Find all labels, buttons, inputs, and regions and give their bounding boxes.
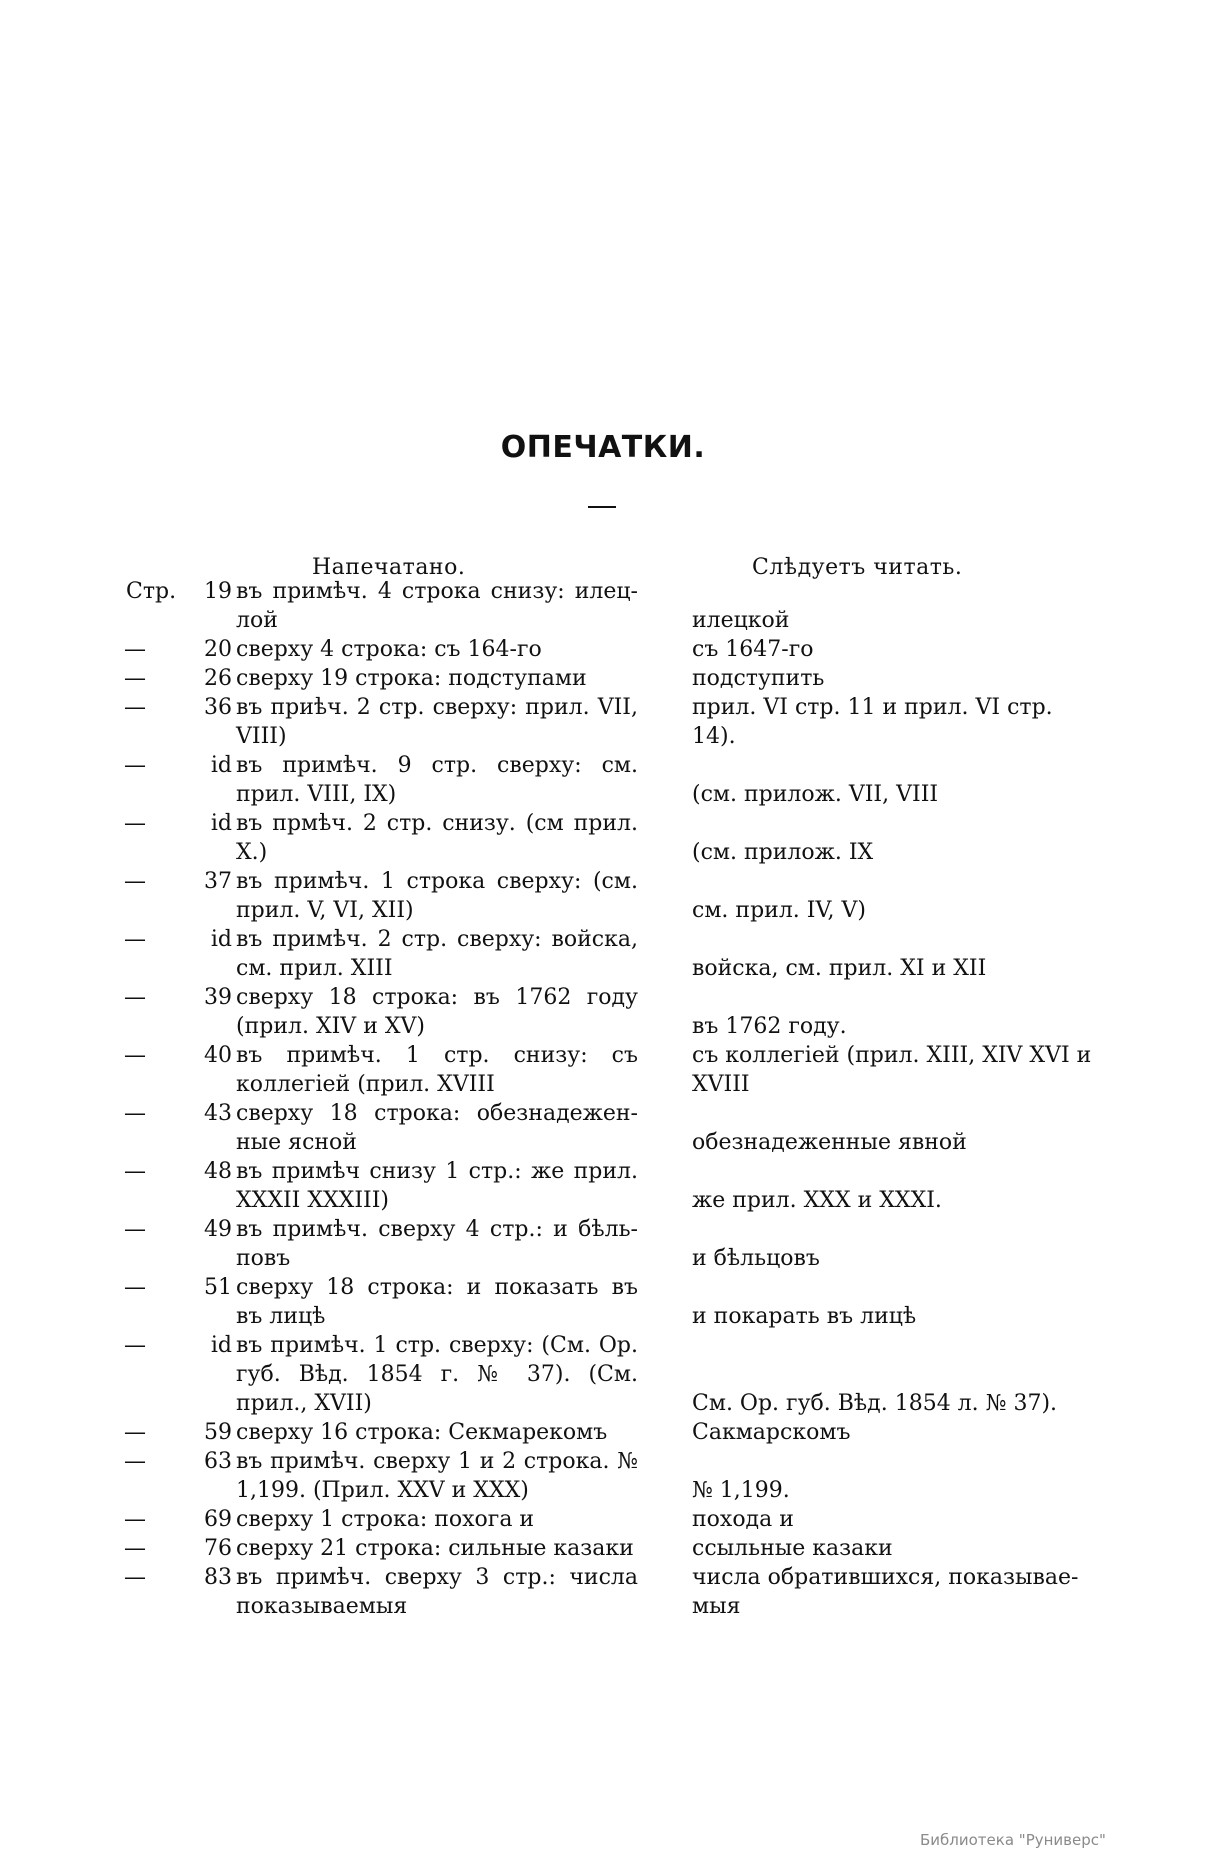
- row-page: 36: [204, 695, 232, 720]
- row-page: 63: [204, 1449, 232, 1474]
- row-lead: —: [124, 1101, 146, 1126]
- row-correct: похода и: [692, 1507, 794, 1532]
- row-printed: сверху 18 строка: и показать въ въ лицѣ: [236, 1275, 638, 1329]
- row-correct: и покарать въ лицѣ: [692, 1304, 917, 1329]
- row-page: 40: [204, 1043, 232, 1068]
- row-printed: въ примѣч снизу 1 стр.: же прил. XXXII XXXIII): [236, 1159, 638, 1213]
- row-page: id: [210, 811, 232, 836]
- row-printed: сверху 4 строка: съ 164-го: [236, 637, 542, 662]
- row-correct: См. Ор. губ. Вѣд. 1854 л. № 37).: [692, 1391, 1058, 1416]
- row-printed: въ примѣч. 4 строка снизу: илец-лой: [236, 579, 638, 633]
- row-printed: въ примѣч. сверху 4 стр.: и бѣль-повъ: [236, 1217, 638, 1271]
- row-lead: —: [124, 869, 146, 894]
- row-printed: сверху 21 строка: сильные казаки: [236, 1536, 634, 1561]
- row-page: id: [210, 753, 232, 778]
- row-correct: (см. прилож. VII, VIII: [692, 782, 939, 807]
- row-lead: —: [124, 666, 146, 691]
- library-watermark: Библиотека "Руниверс": [920, 1831, 1106, 1849]
- row-page: 83: [204, 1565, 232, 1590]
- row-correct: (см. прилож. IX: [692, 840, 874, 865]
- row-printed: въ примѣч. 1 стр. снизу: съ коллегіей (прил. XVIII: [236, 1043, 638, 1097]
- row-printed: въ прмѣч. 2 стр. снизу. (см прил. X.): [236, 811, 638, 865]
- row-correct: войска, см. прил. XI и XII: [692, 956, 987, 981]
- row-printed: въ примѣч. 9 стр. сверху: см. прил. VIII, IX): [236, 753, 638, 807]
- row-lead: —: [124, 985, 146, 1010]
- row-page: 43: [204, 1101, 232, 1126]
- row-lead: —: [124, 927, 146, 952]
- row-lead: —: [124, 811, 146, 836]
- row-correct: № 1,199.: [692, 1478, 790, 1503]
- row-lead: —: [124, 695, 146, 720]
- row-page: 26: [204, 666, 232, 691]
- page-title: ОПЕЧАТКИ.: [500, 430, 706, 465]
- row-lead: —: [124, 1159, 146, 1184]
- row-printed: въ примѣч. сверху 1 и 2 строка. № 1,199. (Прил. XXV и XXX): [236, 1449, 638, 1503]
- row-correct: въ 1762 году.: [692, 1014, 847, 1039]
- row-page: 76: [204, 1536, 232, 1561]
- row-correct: же прил. XXX и XXXI.: [692, 1188, 942, 1213]
- row-lead: —: [124, 1043, 146, 1068]
- row-page: id: [210, 927, 232, 952]
- row-page: 20: [204, 637, 232, 662]
- row-printed: въ примѣч. сверху 3 стр.: числа показываемыя: [236, 1565, 638, 1619]
- row-printed: сверху 16 строка: Секмарекомъ: [236, 1420, 608, 1445]
- row-page: 48: [204, 1159, 232, 1184]
- row-correct: подступить: [692, 666, 825, 691]
- title-rule: [588, 506, 616, 508]
- row-lead: —: [124, 753, 146, 778]
- row-correct: съ 1647-го: [692, 637, 814, 662]
- row-page: 19: [204, 579, 232, 604]
- row-lead: —: [124, 1565, 146, 1590]
- row-printed: сверху 19 строка: подступами: [236, 666, 587, 691]
- row-page: 39: [204, 985, 232, 1010]
- row-page: 49: [204, 1217, 232, 1242]
- row-printed: сверху 18 строка: въ 1762 году (прил. XIV и XV): [236, 985, 638, 1039]
- row-correct: числа обратившихся, показывае-мыя: [692, 1565, 1079, 1619]
- row-lead: Стр.: [126, 579, 177, 604]
- header-correct: Слѣдуетъ читать.: [752, 555, 963, 580]
- row-lead: —: [124, 1333, 146, 1358]
- row-lead: —: [124, 1536, 146, 1561]
- row-printed: въ примѣч. 1 стр. сверху: (См. Ор. губ. Вѣд. 1854 г. № 37). (См. прил., XVII): [236, 1333, 638, 1416]
- row-printed: въ примѣч. 1 строка сверху: (см. прил. V, VI, XII): [236, 869, 638, 923]
- row-printed: въ примѣч. 2 стр. сверху: войска, см. прил. XIII: [236, 927, 638, 981]
- row-lead: —: [124, 637, 146, 662]
- row-lead: —: [124, 1507, 146, 1532]
- row-correct: съ коллегіей (прил. XIII, XIV XVI и XVIII: [692, 1043, 1092, 1097]
- row-correct: илецкой: [692, 608, 790, 633]
- row-correct: обезнадеженные явной: [692, 1130, 967, 1155]
- errata-list: [0, 577, 1206, 1637]
- row-lead: —: [124, 1217, 146, 1242]
- row-lead: —: [124, 1275, 146, 1300]
- header-printed: Напечатано.: [312, 555, 466, 580]
- row-page: 69: [204, 1507, 232, 1532]
- row-correct: см. прил. IV, V): [692, 898, 866, 923]
- row-printed: сверху 1 строка: похога и: [236, 1507, 535, 1532]
- row-lead: —: [124, 1449, 146, 1474]
- row-printed: въ приѣч. 2 стр. сверху: прил. VII, VIII): [236, 695, 638, 749]
- row-correct: прил. VI стр. 11 и прил. VI стр. 14).: [692, 695, 1053, 749]
- row-page: 37: [204, 869, 232, 894]
- row-page: 59: [204, 1420, 232, 1445]
- row-correct: и бѣльцовъ: [692, 1246, 820, 1271]
- row-correct: Сакмарскомъ: [692, 1420, 851, 1445]
- row-printed: сверху 18 строка: обезнадежен-ные ясной: [236, 1101, 638, 1155]
- row-correct: ссыльные казаки: [692, 1536, 893, 1561]
- row-page: id: [210, 1333, 232, 1358]
- row-lead: —: [124, 1420, 146, 1445]
- row-page: 51: [204, 1275, 232, 1300]
